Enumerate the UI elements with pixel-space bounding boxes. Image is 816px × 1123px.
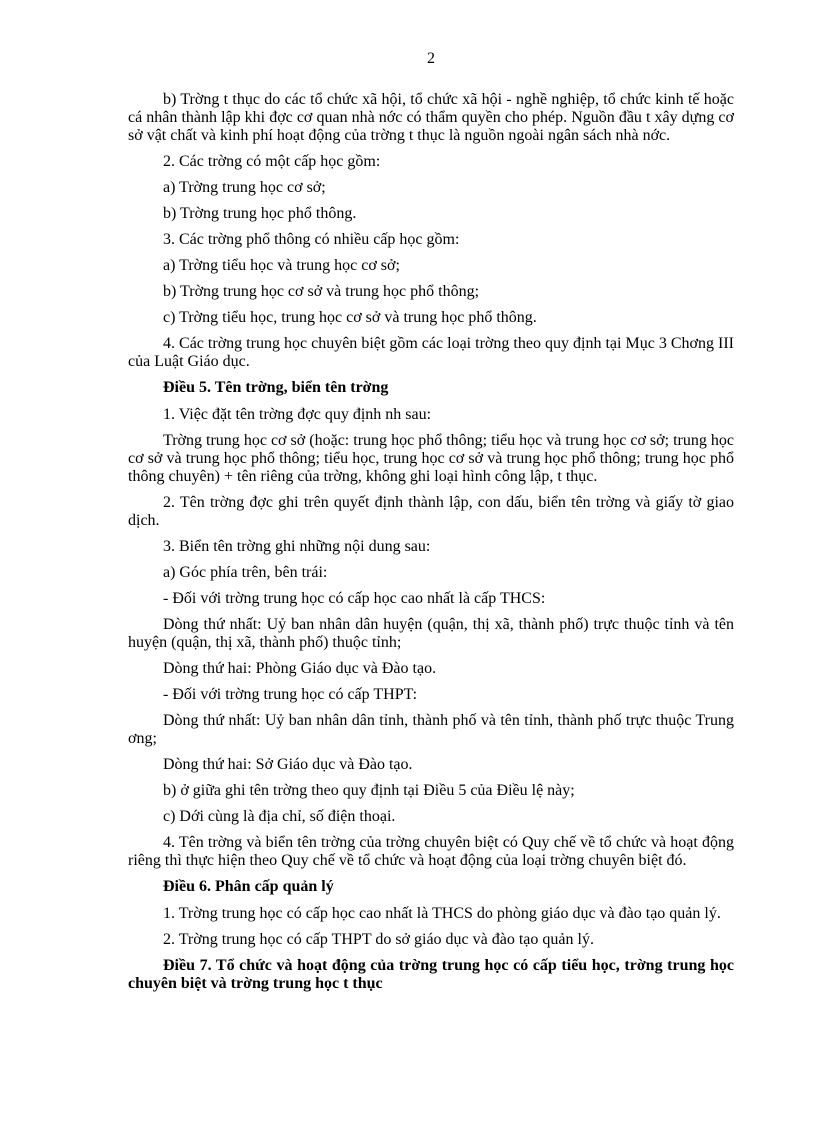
paragraph: a) Góc phía trên, bên trái:	[163, 564, 328, 581]
paragraph: b) ở giữa ghi tên trờng theo quy định tại Điều 5 của Điều lệ này;	[163, 782, 575, 799]
paragraph: 2. Các trờng có một cấp học gồm:	[163, 153, 381, 170]
paragraph: c) Trờng tiểu học, trung học cơ sở và trung học phổ thông.	[163, 309, 537, 326]
paragraph: Trờng trung học cơ sở (hoặc: trung học phổ thông; tiểu học và trung học cơ sở; trung học cơ sở và trung học phổ thông; tiểu học, trung học cơ sở và trung học phổ thông; trung học phổ thông chuyên) + tên riêng của trờng, không ghi loại hình công lập, t thục.	[128, 432, 734, 485]
article-heading: Điều 6. Phân cấp quản lý	[163, 878, 334, 895]
page-number: 2	[427, 50, 435, 67]
paragraph: 4. Tên trờng và biển tên trờng của trờng chuyên biệt có Quy chế về tổ chức và hoạt động riêng thì thực hiện theo Quy chế về tổ chức và hoạt động của loại trờng chuyên biệt đó.	[128, 834, 734, 869]
paragraph: a) Trờng trung học cơ sở;	[163, 179, 326, 196]
document-body	[128, 91, 734, 993]
article-heading: Điều 7. Tổ chức và hoạt động của trờng trung học có cấp tiểu học, trờng trung học chuyên biệt và trờng trung học t thục	[128, 957, 734, 992]
paragraph: 4. Các trờng trung học chuyên biệt gồm các loại trờng theo quy định tại Mục 3 Chơng III của Luật Giáo dục.	[128, 335, 734, 370]
paragraph: b) Trờng trung học cơ sở và trung học phổ thông;	[163, 283, 480, 300]
paragraph: 3. Các trờng phổ thông có nhiều cấp học gồm:	[163, 231, 460, 248]
paragraph: b) Trờng t thục do các tổ chức xã hội, tổ chức xã hội - nghề nghiệp, tổ chức kinh tế hoặc cá nhân thành lập khi đợc cơ quan nhà nớc có thẩm quyền cho phép. Nguồn đầu t xây dựng cơ sở vật chất và kinh phí hoạt động của trờng t thục là nguồn ngoài ngân sách nhà nớc.	[128, 91, 734, 144]
document-page	[128, 50, 734, 1002]
paragraph: 2. Trờng trung học có cấp THPT do sở giáo dục và đào tạo quản lý.	[163, 931, 594, 948]
paragraph: - Đối với trờng trung học có cấp THPT:	[163, 686, 418, 703]
paragraph: Dòng thứ nhất: Uỷ ban nhân dân tỉnh, thành phố và tên tỉnh, thành phố trực thuộc Trung ơng;	[128, 712, 734, 747]
paragraph: Dòng thứ hai: Phòng Giáo dục và Đào tạo.	[163, 660, 437, 677]
paragraph: b) Trờng trung học phổ thông.	[163, 205, 357, 222]
paragraph: c) Dới cùng là địa chỉ, số điện thoại.	[163, 808, 396, 825]
paragraph: 1. Việc đặt tên trờng đợc quy định nh sau:	[163, 406, 432, 423]
paragraph: Dòng thứ hai: Sở Giáo dục và Đào tạo.	[163, 756, 413, 773]
paragraph: 3. Biển tên trờng ghi những nội dung sau:	[163, 538, 431, 555]
paragraph: 2. Tên trờng đợc ghi trên quyết định thành lập, con dấu, biển tên trờng và giấy tờ giao dịch.	[128, 494, 734, 529]
article-heading: Điều 5. Tên trờng, biển tên trờng	[163, 379, 389, 396]
paragraph: - Đối với trờng trung học có cấp học cao nhất là cấp THCS:	[163, 590, 546, 607]
paragraph: Dòng thứ nhất: Uỷ ban nhân dân huyện (quận, thị xã, thành phố) trực thuộc tỉnh và tên huyện (quận, thị xã, thành phố) thuộc tỉnh;	[128, 616, 734, 651]
paragraph: 1. Trờng trung học có cấp học cao nhất là THCS do phòng giáo dục và đào tạo quản lý.	[163, 905, 721, 922]
paragraph: a) Trờng tiểu học và trung học cơ sở;	[163, 257, 400, 274]
